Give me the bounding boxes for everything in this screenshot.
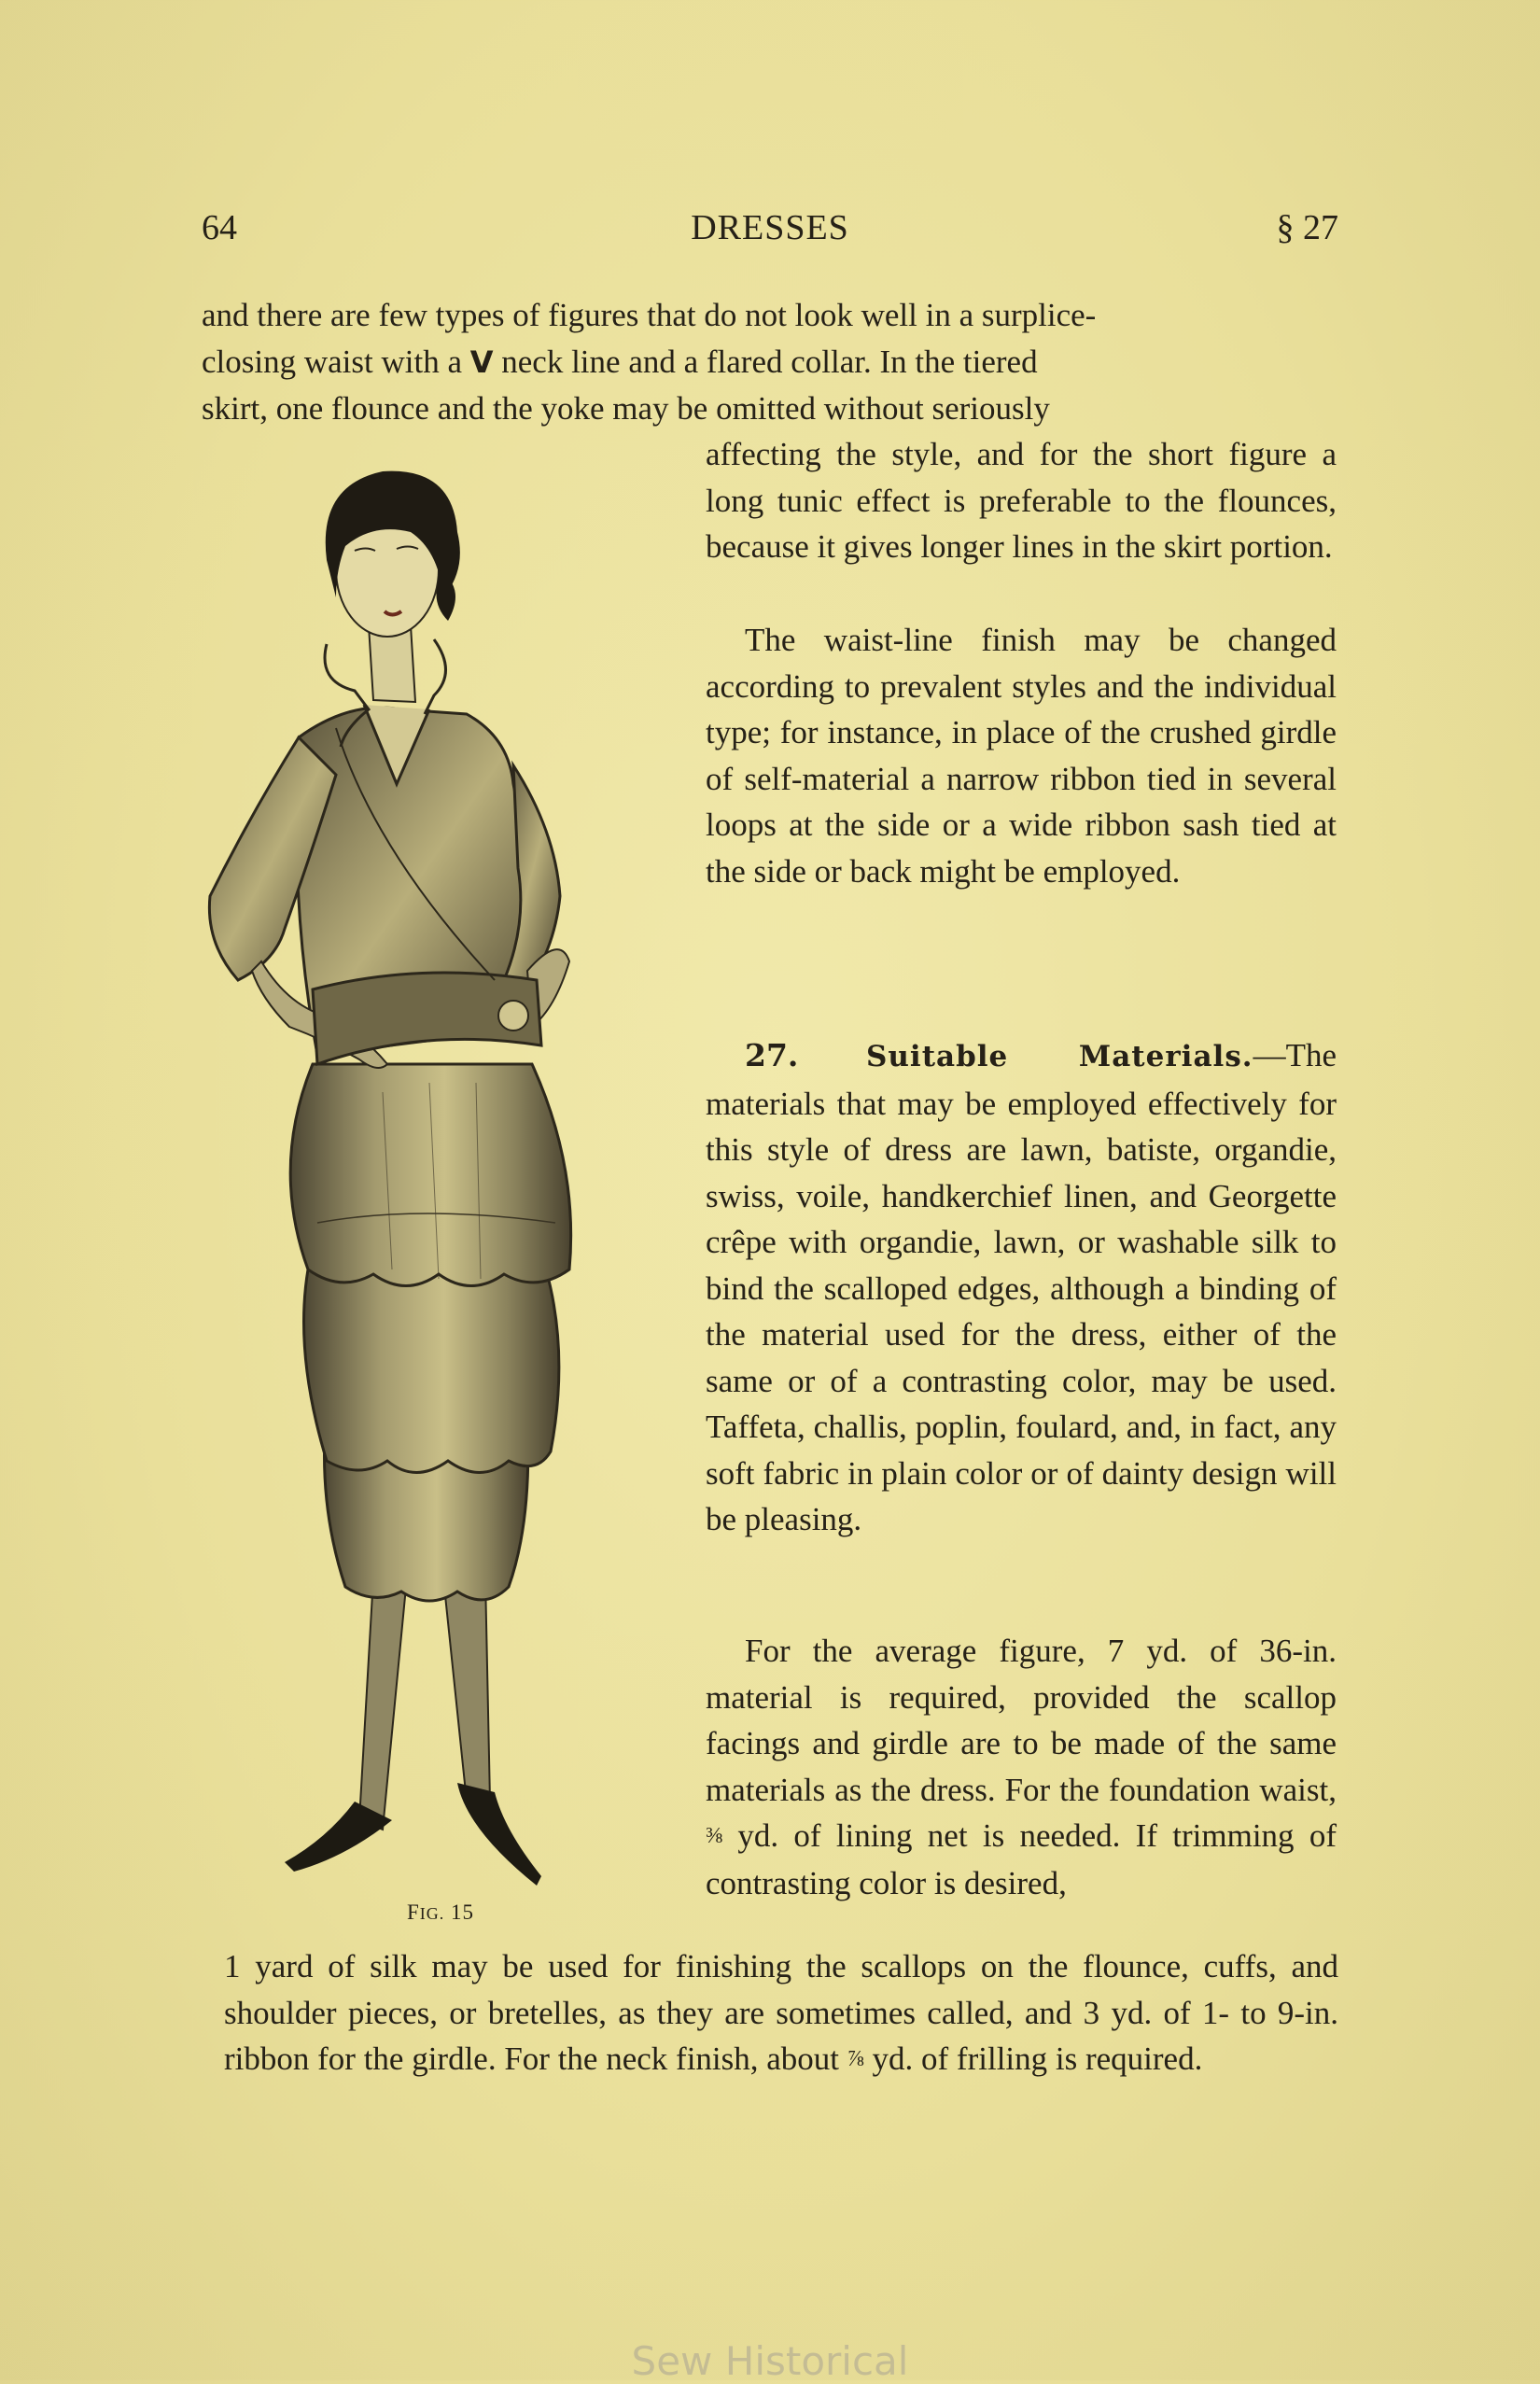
page-number: 64 bbox=[202, 208, 237, 247]
text-span: neck line and a flared collar. In the tiered bbox=[493, 343, 1038, 380]
running-header bbox=[202, 207, 1338, 254]
section-heading: Suitable Materials. bbox=[866, 1040, 1253, 1073]
caption-prefix: F bbox=[407, 1900, 420, 1924]
caption-small: IG. bbox=[419, 1904, 445, 1923]
paragraph-intro-continued: affecting the style, and for the short figure a long tunic effect is preferable to the flounces, because it gives longer lines in the skirt portion. bbox=[706, 436, 1337, 565]
caption-number: 15 bbox=[451, 1900, 475, 1924]
dress-illustration bbox=[187, 457, 709, 1914]
text-line: and there are few types of figures that do not look well in a surplice- bbox=[202, 297, 1097, 333]
paragraph-trimming bbox=[224, 1943, 1338, 2083]
text-span: 1 yard of silk may be used for finishing the scallops on the flounce, cuffs, and shoulder pieces, or bretelles, as they are sometimes called, and 3 yd. of 1- to 9-in. ribbon for the girdle. For the neck finish, about bbox=[224, 1948, 1338, 2077]
paragraph-intro bbox=[202, 292, 1338, 432]
running-title: DRESSES bbox=[691, 208, 849, 247]
paragraph-quantities bbox=[706, 1628, 1337, 1906]
text-span: yd. of lining net is needed. If trimming of contrasting color is desired, bbox=[706, 1817, 1337, 1901]
text-line bbox=[202, 339, 1338, 386]
section-number: § 27 bbox=[1276, 208, 1338, 247]
v-letter: V bbox=[469, 344, 494, 380]
paragraph-materials bbox=[706, 1032, 1337, 1543]
paragraph-waistline: The waist-line finish may be changed according to prevalent styles and the individual type; for instance, in place of the crushed girdle of self-material a narrow ribbon tied in several loops at the side or a wide ribbon sash tied at the side or back might be employed. bbox=[706, 622, 1337, 890]
fraction: ⅞ bbox=[847, 2047, 864, 2071]
fraction: ⅜ bbox=[706, 1824, 722, 1848]
section-number-inline: 27. bbox=[745, 1037, 799, 1073]
materials-text: —The materials that may be employed effectively for this style of dress are lawn, batiste, organdie, swiss, voile, handkerchief linen, and Georgette crêpe with organdie, lawn, or washable silk to bind the scalloped edges, although a binding of the material used for the dress, either of the same or of a contrasting color, may be used. Taffeta, challis, poplin, foulard, and, in fact, any soft fabric in plain color or of dainty design will be pleasing. bbox=[706, 1037, 1337, 1537]
text-span: For the average figure, 7 yd. of 36-in. material is required, provided the scallop facings and girdle are to be made of the same materials as the dress. For the foundation waist, bbox=[706, 1633, 1337, 1808]
text-line: skirt, one flounce and the yoke may be omitted without seriously bbox=[202, 390, 1050, 427]
text-span: closing waist with a bbox=[202, 343, 470, 380]
watermark: Sew Historical bbox=[631, 2338, 909, 2384]
text-span: yd. of frilling is required. bbox=[872, 2040, 1203, 2077]
figure-caption bbox=[407, 1900, 474, 1925]
